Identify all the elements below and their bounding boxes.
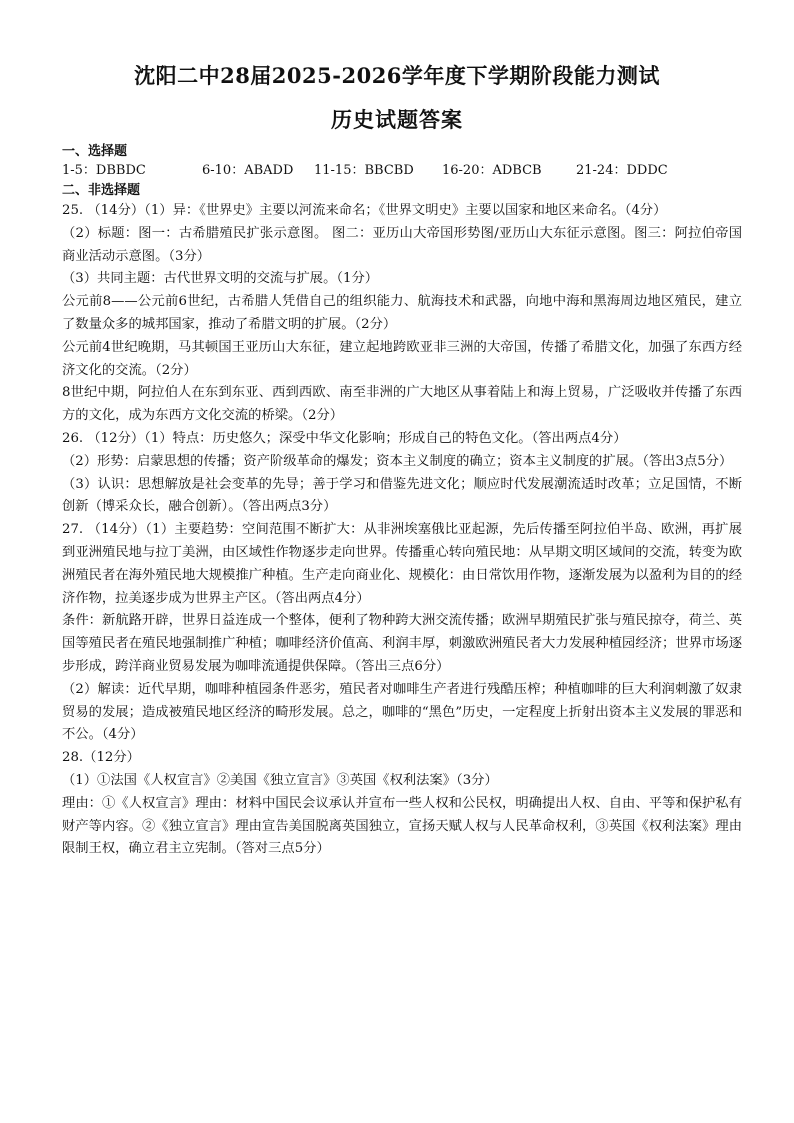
section-heading-nonchoice: 二、非选择题: [62, 183, 141, 198]
answer-paragraph: （3）共同主题：古代世界文明的交流与扩展。（1分）: [62, 271, 379, 287]
answer-paragraph: 公元前8——公元前6世纪，古希腊人凭借自己的组织能力、航海技术和武器，向地中海和黑海周边地区殖民，建立了数量众多的城邦国家，推动了希腊文明的扩展。（2分）: [62, 294, 742, 332]
choice-answer-21-24: 21-24：DDDC: [576, 163, 668, 178]
answer-paragraph: 26. （12分）（1）特点：历史悠久；深受中华文化影响；形成自己的特色文化。（答出两点4分）: [62, 430, 627, 446]
answer-paragraph: （3）认识：思想解放是社会变革的先导；善于学习和借鉴先进文化；顺应时代发展潮流适时改革；立足国情，不断创新（博采众长，融合创新）。（答出两点3分）: [62, 476, 742, 515]
choice-answers-row: [62, 161, 742, 180]
answer-paragraph: 28.（12分）: [62, 750, 140, 766]
answer-paragraph: （2）形势：启蒙思想的传播；资产阶级革命的爆发；资本主义制度的确立；资本主义制度的扩展。（答出3点5分）: [62, 453, 733, 469]
answer-paragraph: 25. （14分）（1）异：《世界史》主要以河流来命名；《世界文明史》主要以国家和地区来命名。（4分）: [62, 203, 667, 218]
choice-answer-11-15: 11-15：BBCBD: [314, 163, 414, 178]
choice-answer-6-10: 6-10：ABADD: [202, 163, 294, 178]
answer-paragraph: 27. （14分）（1）主要趋势：空间范围不断扩大：从非洲埃塞俄比亚起源，先后传播至阿拉伯半岛、欧洲，再扩展到亚洲殖民地与拉丁美洲，由区域性作物逐步走向世界。传播重心转向殖民地：从早期文明区域间的交流，转变为欧洲殖民者在海外殖民地大规模推广种植。生产走向商业化、规模化：由日常饮用作物，逐渐发展为以盈利为目的的经济作物，拉美逐步成为世界主产区。（答出两点4分）: [62, 522, 742, 606]
answer-paragraph: （1）①法国《人权宣言》②美国《独立宣言》③英国《权利法案》（3分）: [62, 772, 498, 788]
answer-paragraph: （2）标题：图一：古希腊殖民扩张示意图。 图二：亚历山大帝国形势图/亚历山大东征示意图。图三：阿拉伯帝国商业活动示意图。（3分）: [62, 225, 742, 264]
answer-content: [62, 143, 742, 861]
answer-paragraph: 条件：新航路开辟，世界日益连成一个整体，便利了物种跨大洲交流传播；欧洲早期殖民扩张与殖民掠夺，荷兰、英国等殖民者在殖民地强制推广种植；咖啡经济价值高、利润丰厚，刺激欧洲殖民者大力发展种植园经济；世界市场逐步形成，跨洋商业贸易发展为咖啡流通提供保障。（答出三点6分）: [62, 613, 742, 674]
choice-answer-16-20: 16-20：ADBCB: [442, 163, 542, 178]
section-heading-choice: 一、选择题: [62, 144, 128, 159]
document-title: 沈阳二中28届2025-2026学年度下学期阶段能力测试: [134, 63, 660, 88]
answer-paragraph: 8世纪中期，阿拉伯人在东到东亚、西到西欧、南至非洲的广大地区从事着陆上和海上贸易，广泛吸收并传播了东西方的文化，成为东西方文化交流的桥梁。（2分）: [62, 385, 742, 424]
answer-paragraph: 理由：①《人权宣言》理由：材料中国民会议承认并宣布一些人权和公民权，明确提出人权、自由、平等和保护私有财产等内容。②《独立宣言》理由宣告美国脱离英国独立，宣扬天赋人权与人民革命权利，③英国《权利法案》理由限制王权，确立君主立宪制。（答对三点5分）: [62, 795, 742, 857]
answer-paragraph: （2）解读：近代早期，咖啡种植园条件恶劣，殖民者对咖啡生产者进行残酷压榨；种植咖啡的巨大利润刺激了奴隶贸易的发展；造成被殖民地区经济的畸形发展。总之，咖啡的“黑色”历史，一定程度上折射出资本主义发展的罪恶和不公。（4分）: [62, 681, 742, 743]
choice-answer-1-5: 1-5：DBBDC: [62, 163, 146, 178]
document-subtitle: 历史试题答案: [331, 107, 463, 132]
answer-paragraph: 公元前4世纪晚期，马其顿国王亚历山大东征，建立起地跨欧亚非三洲的大帝国，传播了希腊文化，加强了东西方经济文化的交流。（2分）: [62, 339, 742, 378]
